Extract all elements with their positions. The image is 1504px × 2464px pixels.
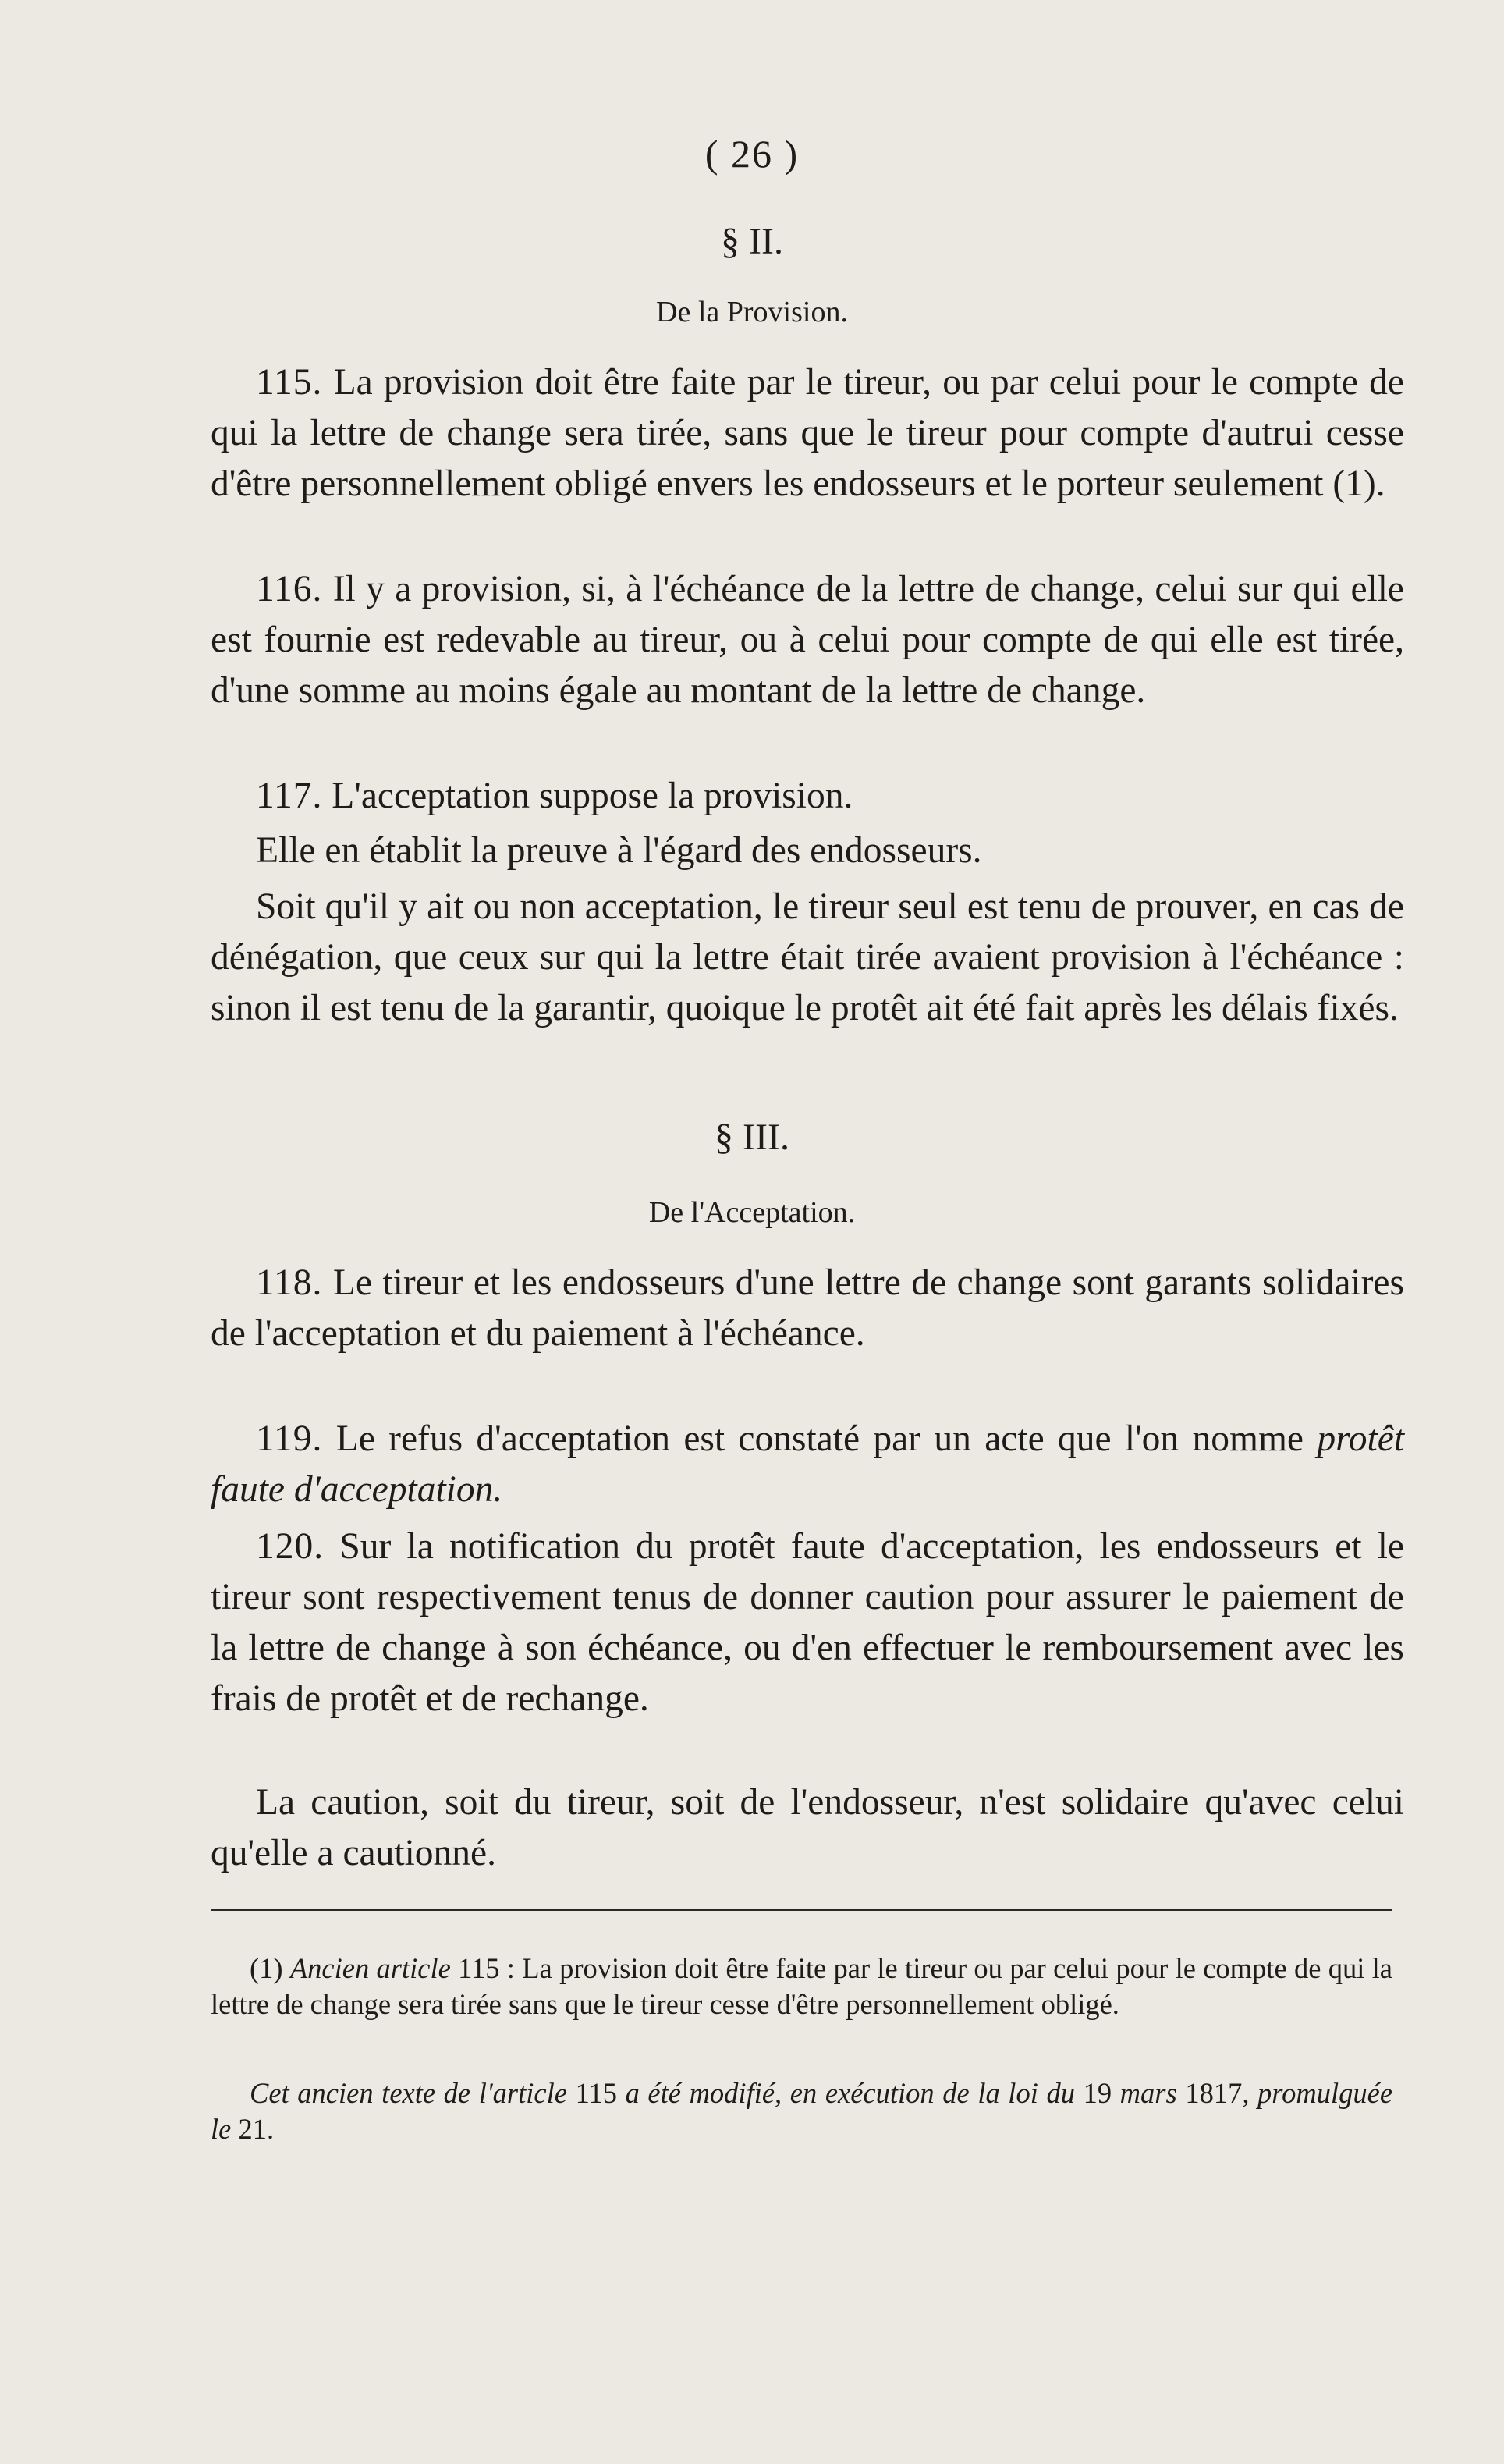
article-text: Le tireur et les endosseurs d'une lettre de change sont garants solidaires de l'acceptation et du paiement à l'échéance. [211,1262,1404,1354]
article-number: 119. [256,1418,323,1459]
article-118 [211,1258,1404,1359]
footnote-article: 115 : [458,1952,515,1984]
article-text: Le refus d'acceptation est constaté par un acte que l'on nomme [335,1418,1304,1459]
article-text: Il y a provision, si, à l'échéance de la lettre de change, celui sur qui elle est fournie est redevable au tireur, ou à celui pour compte de qui elle est tirée, d'une somme au moins égale au montant de la lettre de change. [211,569,1405,711]
page-number: ( 26 ) [704,132,800,176]
article-number: 120. [256,1526,325,1567]
footnote-1 [211,1951,1392,2022]
article-120-para-2 [211,1777,1404,1879]
section-2-heading: § II. [721,221,783,262]
article-117-para-2 [211,825,1404,876]
article-text: Elle en établit la preuve à l'égard des endosseurs. [256,830,982,871]
footnote-1-continuation [211,2075,1392,2147]
footnote-note-day: 19 [1083,2077,1112,2109]
article-number: 115. [256,362,323,403]
article-text: La caution, soit du tireur, soit de l'endosseur, n'est solidaire qu'avec celui qu'elle a cautionné. [211,1782,1404,1873]
article-text: L'acceptation suppose la provision. [332,776,853,816]
article-number: 116. [256,569,323,609]
footnote-note-year: 1817 [1185,2077,1243,2109]
footnote-note-b: a été modifié, en exécution de la loi du [625,2077,1075,2109]
article-text: Sur la notification du protêt faute d'acceptation, les endosseurs et le tireur sont respectivement tenus de donner caution pour assurer le paiement de la lettre de change à son échéance, ou d'en effectuer le remboursement avec les frais de protêt et de rechange. [211,1526,1404,1719]
article-117 [211,771,1404,822]
footnote-divider [211,1909,1392,1911]
article-italic-term: protêt faute d'acceptation. [211,1418,1405,1510]
footnote-label: Ancien article [289,1952,451,1984]
article-119 [211,1414,1404,1515]
footnote-text: La provision doit être faite par le tireur ou par celui pour le compte de qui la lettre de change sera tirée sans que le tireur cesse d'être personnellement obligé. [211,1952,1392,2020]
article-text: Soit qu'il y ait ou non acceptation, le tireur seul est tenu de prouver, en cas de dénégation, que ceux sur qui la lettre était tirée avaient provision à l'échéance : sinon il est tenu de la garantir, quoique le protêt ait été fait après les délais fixés. [211,886,1404,1028]
footnote-note-num: 115 [575,2077,617,2109]
article-text: La provision doit être faite par le tireur, ou par celui pour le compte de qui la lettre de change sera tirée, sans que le tireur pour compte d'autrui cesse d'être personnellement obligé envers les endosseurs et le porteur seulement (1). [211,362,1405,504]
footnote-note-d: 21. [238,2113,275,2145]
section-2-title: De la Provision. [656,296,848,328]
footnote-note-month: mars [1119,2077,1177,2109]
article-117-para-3 [211,882,1404,1034]
article-number: 117. [256,776,323,816]
footnote-marker: (1) [250,1952,283,1984]
article-120 [211,1521,1404,1724]
section-3-heading: § III. [715,1117,789,1158]
article-116 [211,564,1404,716]
article-number: 118. [256,1262,323,1303]
section-3-title: De l'Acceptation. [648,1196,856,1229]
article-115 [211,357,1404,509]
footnote-note-a: Cet ancien texte de l'article [250,2077,567,2109]
footnote-note-c: , promulguée le [211,2077,1393,2145]
